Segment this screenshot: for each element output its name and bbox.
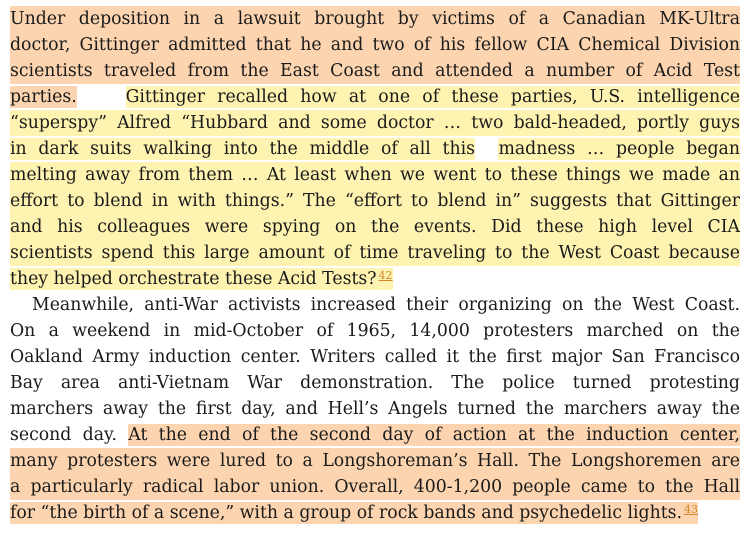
paragraph-1-line-3: scientists traveled from the East Coast and attended a number of Acid Test xyxy=(10,58,740,84)
paragraph-1-line-4: parties. Gittinger recalled how at one of these parties, U.S. intelligence xyxy=(10,87,740,107)
paragraph-2-line-5: marchers away the first day, and Hell’s Angels turned the marchers away the xyxy=(10,399,740,419)
paragraph-2-line-7: many protesters were lured to a Longshoreman’s Hall. The Longshoremen are xyxy=(10,448,740,474)
paragraph-2-line-1: Meanwhile, anti-War activists increased their organizing on the West Coast. xyxy=(32,295,740,315)
paragraph-2-line-6: second day. At the end of the second day of action at the induction center, xyxy=(10,425,740,445)
paragraph-1-line-10: scientists spend this large amount of time traveling to the West Coast because xyxy=(10,240,740,266)
paragraph-2-line-3: Oakland Army induction center. Writers called it the first major San Francisco xyxy=(10,347,740,367)
paragraph-1-line-11: they helped orchestrate these Acid Tests? $^{42}$ xyxy=(10,269,393,289)
paragraph-1-line-5: “superspy” Alfred “Hubbard and some doctor … two bald-headed, portly guys xyxy=(10,110,740,136)
paragraph-1-line-9: and his colleagues were spying on the events. Did these high level CIA xyxy=(10,214,740,240)
paragraph-2-line-4: Bay area anti-Vietnam War demonstration. The police turned protesting xyxy=(10,373,740,393)
paragraph-1-line-6: in dark suits walking into the middle of all this madness … people began xyxy=(10,139,740,159)
paragraph-1-line-7: melting away from them … At least when we went to these things we made an xyxy=(10,162,740,188)
footnote-43-link[interactable]: 43 xyxy=(684,503,699,516)
paragraph-2-line-9: for “the birth of a scene,” with a group of rock bands and psychedelic lights. $^{43}$ xyxy=(10,503,699,523)
paragraph-1-line-1: Under deposition in a lawsuit brought by victims of a Canadian MK-Ultra xyxy=(10,6,740,32)
paragraph-1-line-8: effort to blend in with things.” The “effort to blend in” suggests that Gittinger xyxy=(10,188,740,214)
footnote-43[interactable] xyxy=(684,503,698,516)
footnote-42[interactable] xyxy=(379,269,393,282)
paragraph-1-line-2: doctor, Gittinger admitted that he and two of his fellow CIA Chemical Division xyxy=(10,32,740,58)
paragraph-2-line-8: a particularly radical labor union. Overall, 400-1,200 people came to the Hall xyxy=(10,474,740,500)
paragraph-2-line-2: On a weekend in mid-October of 1965, 14,000 protesters marched on the xyxy=(10,321,740,341)
footnote-42-link[interactable]: 42 xyxy=(378,269,393,282)
